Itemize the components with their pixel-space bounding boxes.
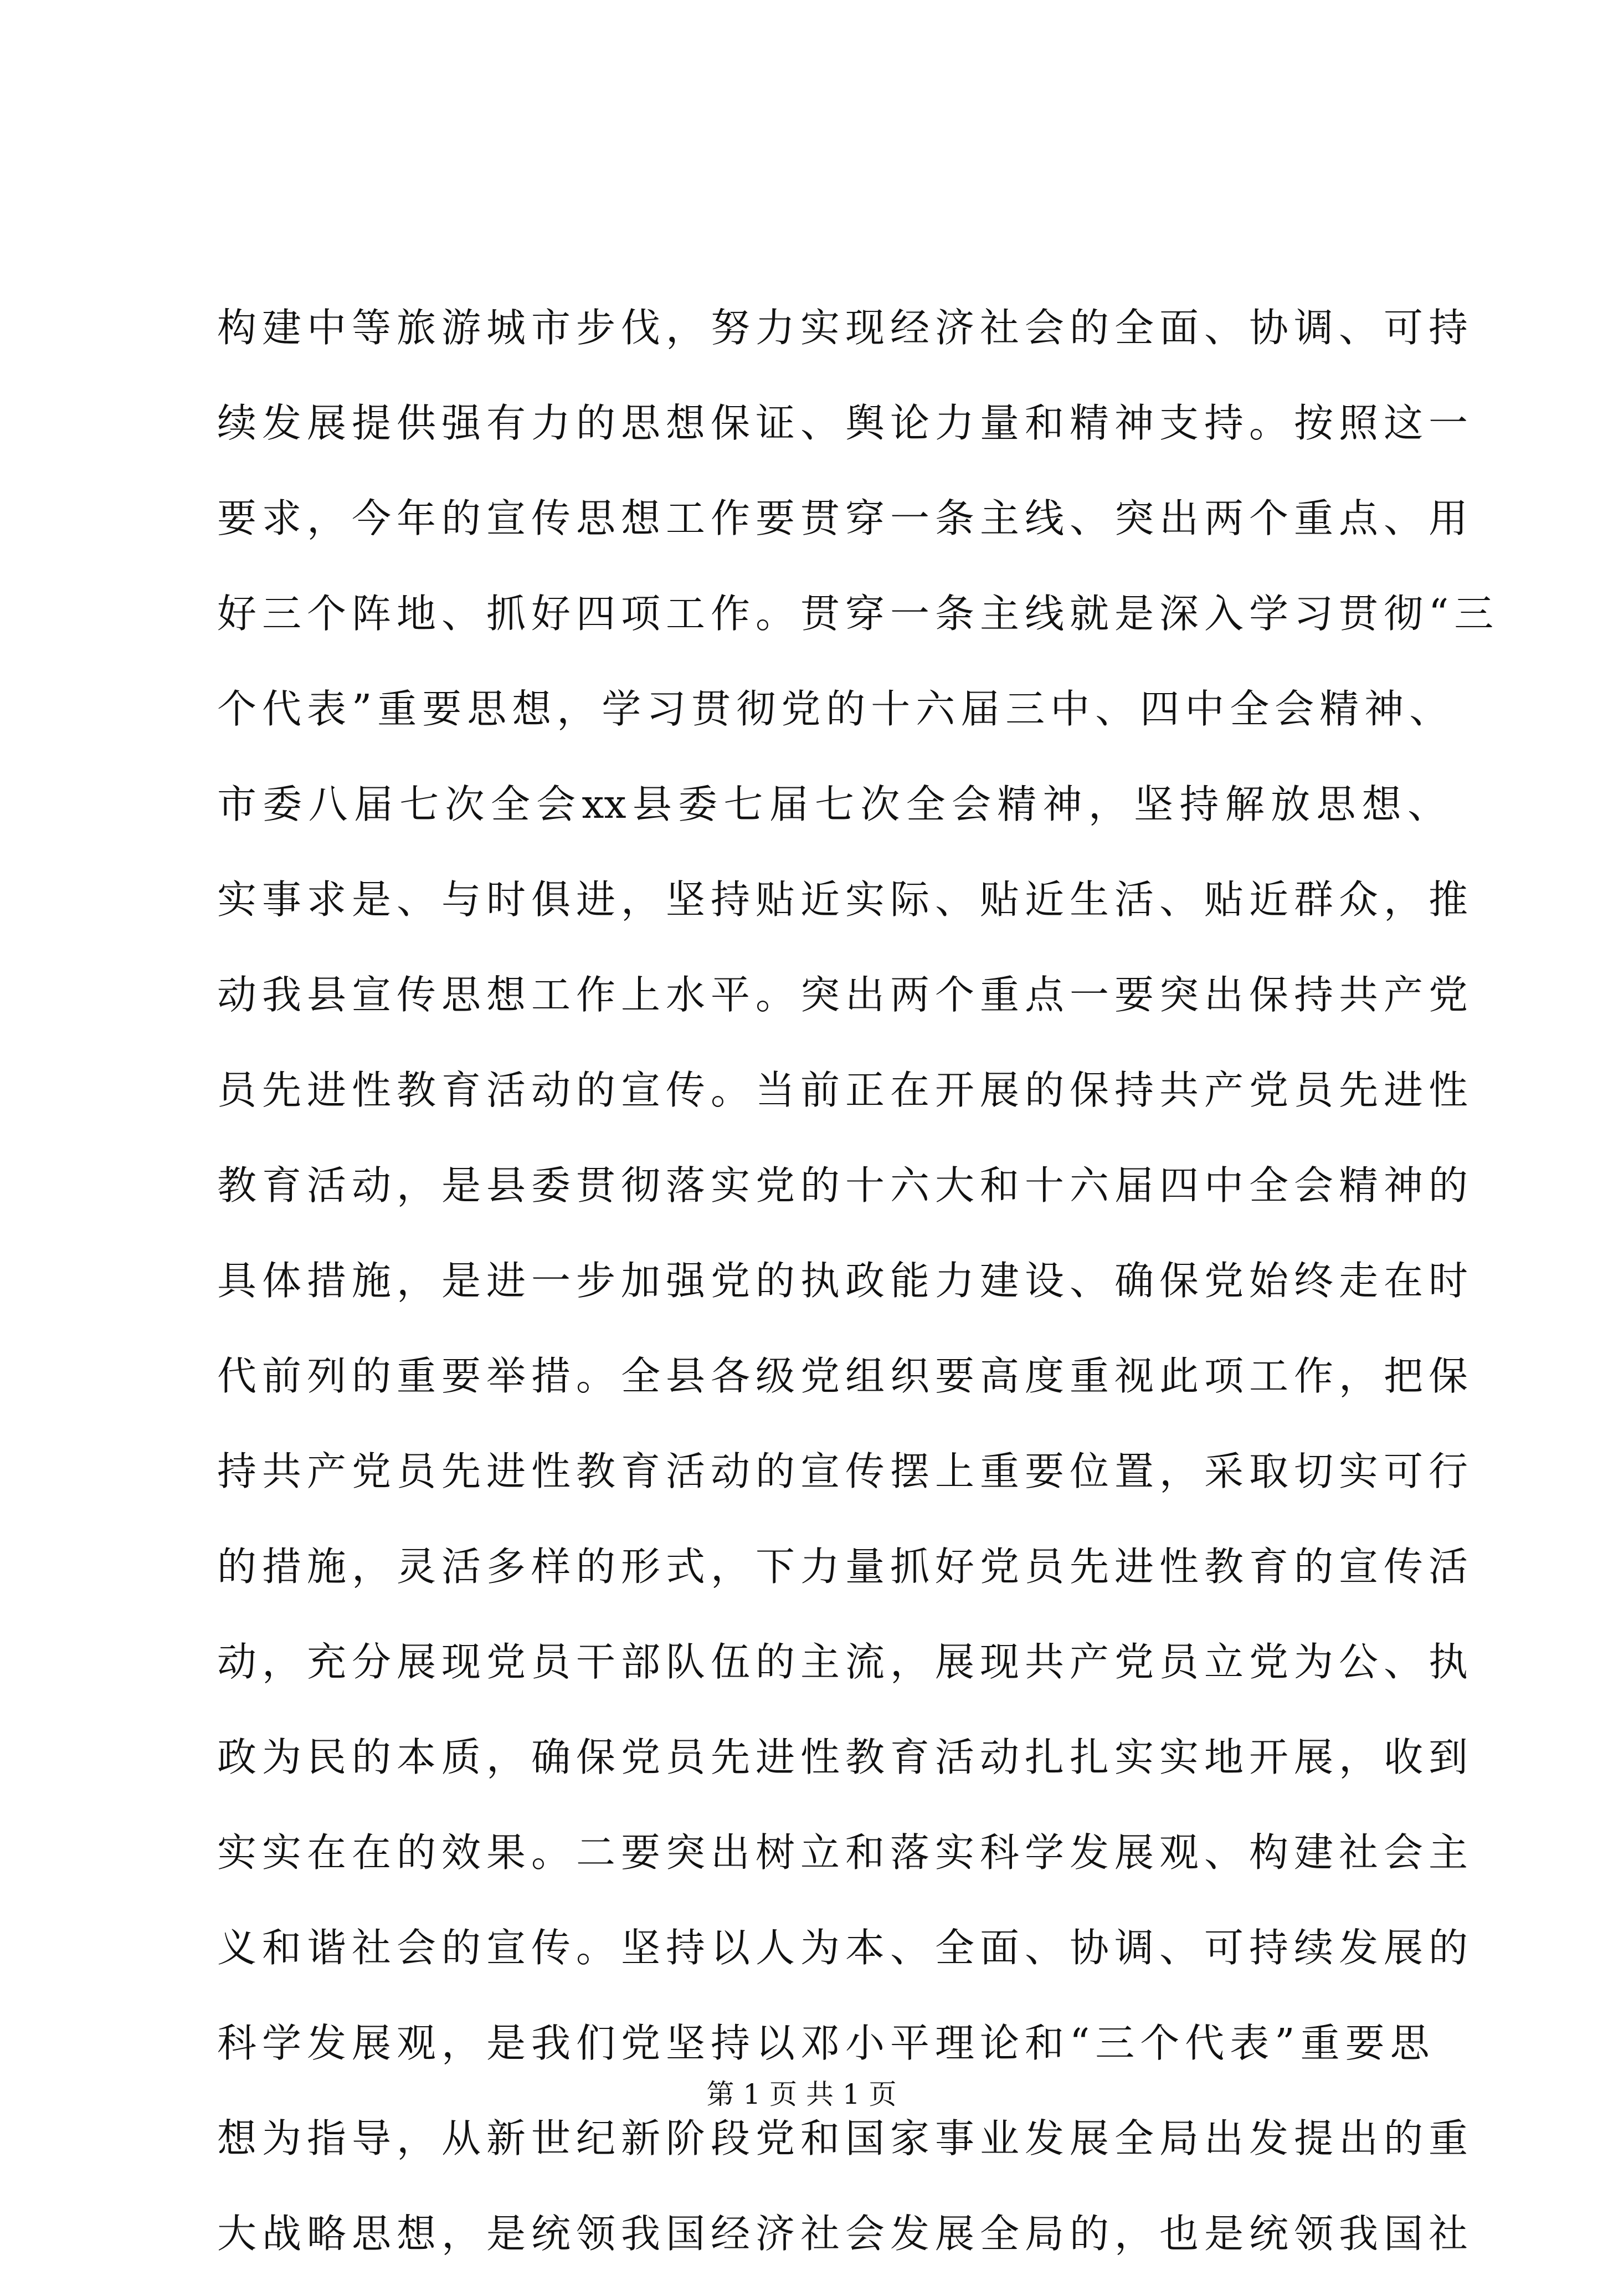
text-line: 实实在在的效果。二要突出树立和落实科学发展观、构建社会主 [217,1829,1474,1875]
text-line: 动，充分展现党员干部队伍的主流，展现共产党员立党为公、执 [217,1639,1474,1685]
text-line: 想为指导，从新世纪新阶段党和国家事业发展全局出发提出的重 [217,2115,1474,2161]
text-line: 教育活动，是县委贯彻落实党的十六大和十六届四中全会精神的 [217,1162,1474,1208]
page-number-label: 第 1 页 共 1 页 [706,2078,897,2110]
text-line: 好三个阵地、抓好四项工作。贯穿一条主线就是深入学习贯彻“三 [217,591,1499,637]
text-line: 个代表”重要思想，学习贯彻党的十六届三中、四中全会精神、 [217,686,1455,732]
text-line: 具体措施，是进一步加强党的执政能力建设、确保党始终走在时 [217,1258,1474,1304]
text-line: 续发展提供强有力的思想保证、舆论力量和精神支持。按照这一 [217,400,1474,446]
text-line: 科学发展观，是我们党坚持以邓小平理论和“三个代表”重要思 [217,2020,1435,2066]
text-line: 构建中等旅游城市步伐，努力实现经济社会的全面、协调、可持 [217,305,1474,351]
text-line: 政为民的本质，确保党员先进性教育活动扎扎实实地开展，收到 [217,1734,1474,1780]
text-line: 义和谐社会的宣传。坚持以人为本、全面、协调、可持续发展的 [217,1925,1474,1971]
text-line: 市委八届七次全会xx县委七届七次全会精神，坚持解放思想、 [217,781,1447,827]
text-line: 要求，今年的宣传思想工作要贯穿一条主线、突出两个重点、用 [217,495,1474,541]
text-line: 实事求是、与时俱进，坚持贴近实际、贴近生活、贴近群众，推 [217,877,1474,922]
text-line: 大战略思想，是统领我国经济社会发展全局的，也是统领我国社 [217,2211,1474,2257]
text-line: 持共产党员先进性教育活动的宣传摆上重要位置，采取切实可行 [217,1448,1474,1494]
text-line: 动我县宣传思想工作上水平。突出两个重点一要突出保持共产党 [217,972,1474,1018]
text-line: 员先进性教育活动的宣传。当前正在开展的保持共产党员先进性 [217,1067,1474,1113]
text-line: 代前列的重要举措。全县各级党组织要高度重视此项工作，把保 [217,1353,1474,1399]
text-line: 的措施，灵活多样的形式，下力量抓好党员先进性教育的宣传活 [217,1544,1474,1590]
page-footer [0,2075,1603,2114]
body-text [217,295,1499,2296]
